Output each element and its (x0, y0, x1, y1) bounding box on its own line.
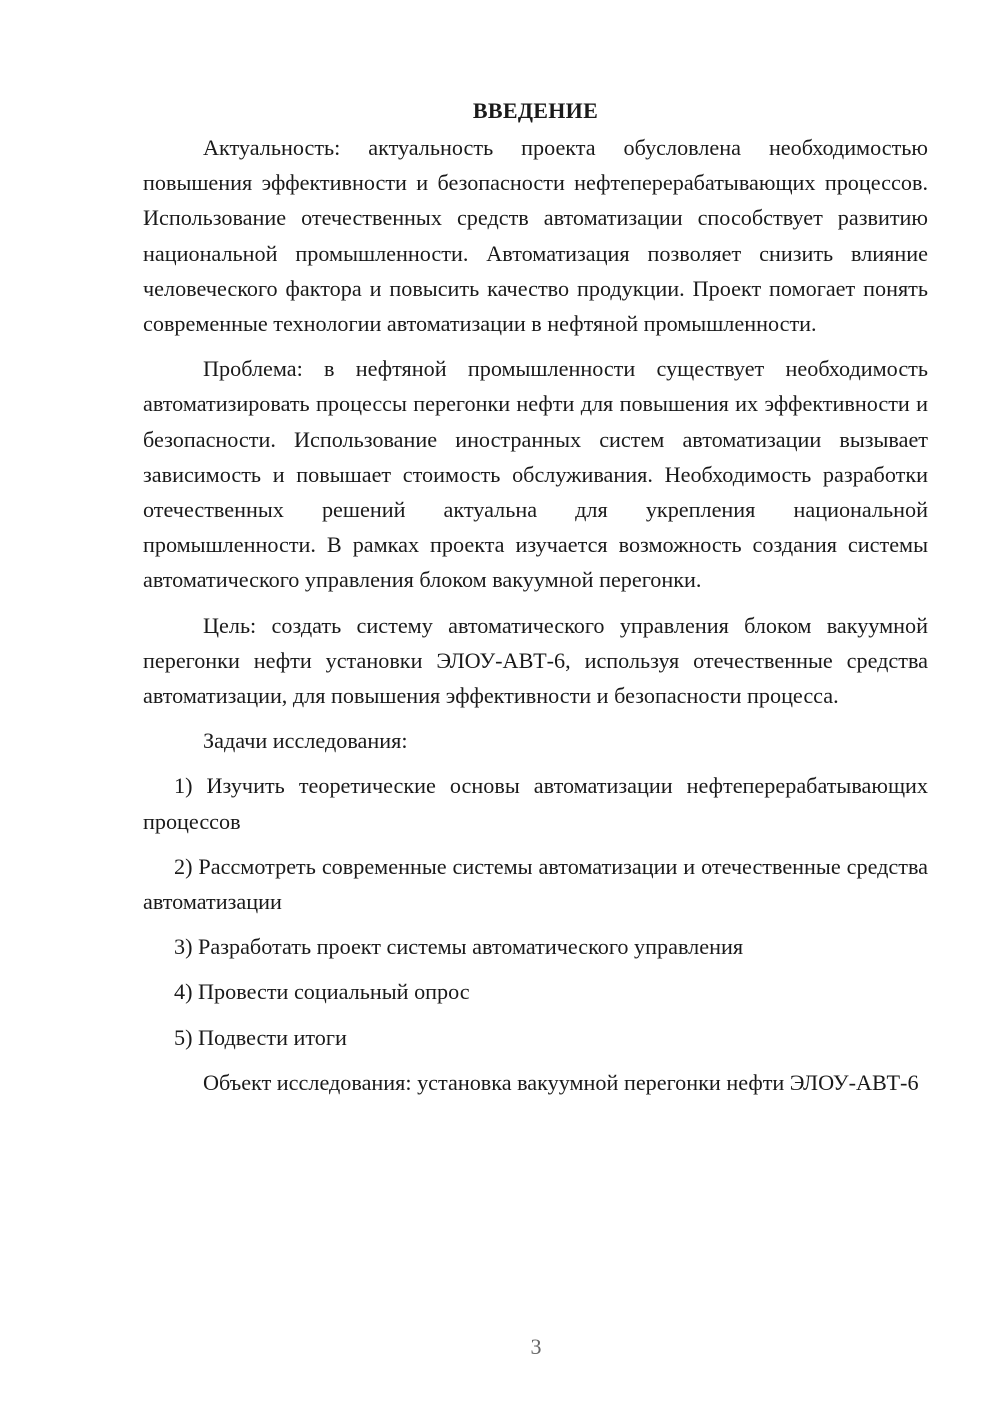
task-item-5: 5) Подвести итоги (174, 1024, 347, 1050)
tasks-heading: Задачи исследования: (203, 728, 408, 754)
paragraph-problem: Проблема: в нефтяной промышленности существует необходимость автоматизировать процессы перегонки нефти для повышения их эффективности и безопасности. Использование иностранных систем автоматизации вызывает зависимость и повышает стоимость обслуживания. Необходимость разработки отечественных решений актуальна для укрепления национальной промышленности. В рамках проекта изучается возможность создания системы автоматического управления блоком вакуумной перегонки. (143, 356, 928, 593)
task-item-1: 1) Изучить теоретические основы автоматизации нефтеперерабатывающих процессов (143, 773, 928, 834)
document-page (143, 96, 928, 1110)
task-item-4: 4) Провести социальный опрос (174, 979, 470, 1005)
section-title: ВВЕДЕНИЕ (472, 98, 599, 123)
task-item-3: 3) Разработать проект системы автоматического управления (174, 934, 744, 960)
paragraph-relevance: Актуальность: актуальность проекта обусловлена необходимостью повышения эффективности и безопасности нефтеперерабатывающих процессов. Использование отечественных средств автоматизации способствует развитию национальной промышленности. Автоматизация позволяет снизить влияние человеческого фактора и повысить качество продукции. Проект помогает понять современные технологии автоматизации в нефтяной промышленности. (143, 135, 928, 337)
page-number: 3 (530, 1334, 542, 1359)
paragraph-object: Объект исследования: установка вакуумной перегонки нефти ЭЛОУ-АВТ-6 (203, 1069, 919, 1095)
task-item-2: 2) Рассмотреть современные системы автоматизации и отечественные средства автоматизации (143, 853, 928, 915)
paragraph-goal: Цель: создать систему автоматического управления блоком вакуумной перегонки нефти установки ЭЛОУ-АВТ-6, используя отечественные средства автоматизации, для повышения эффективности и безопасности процесса. (143, 612, 928, 709)
